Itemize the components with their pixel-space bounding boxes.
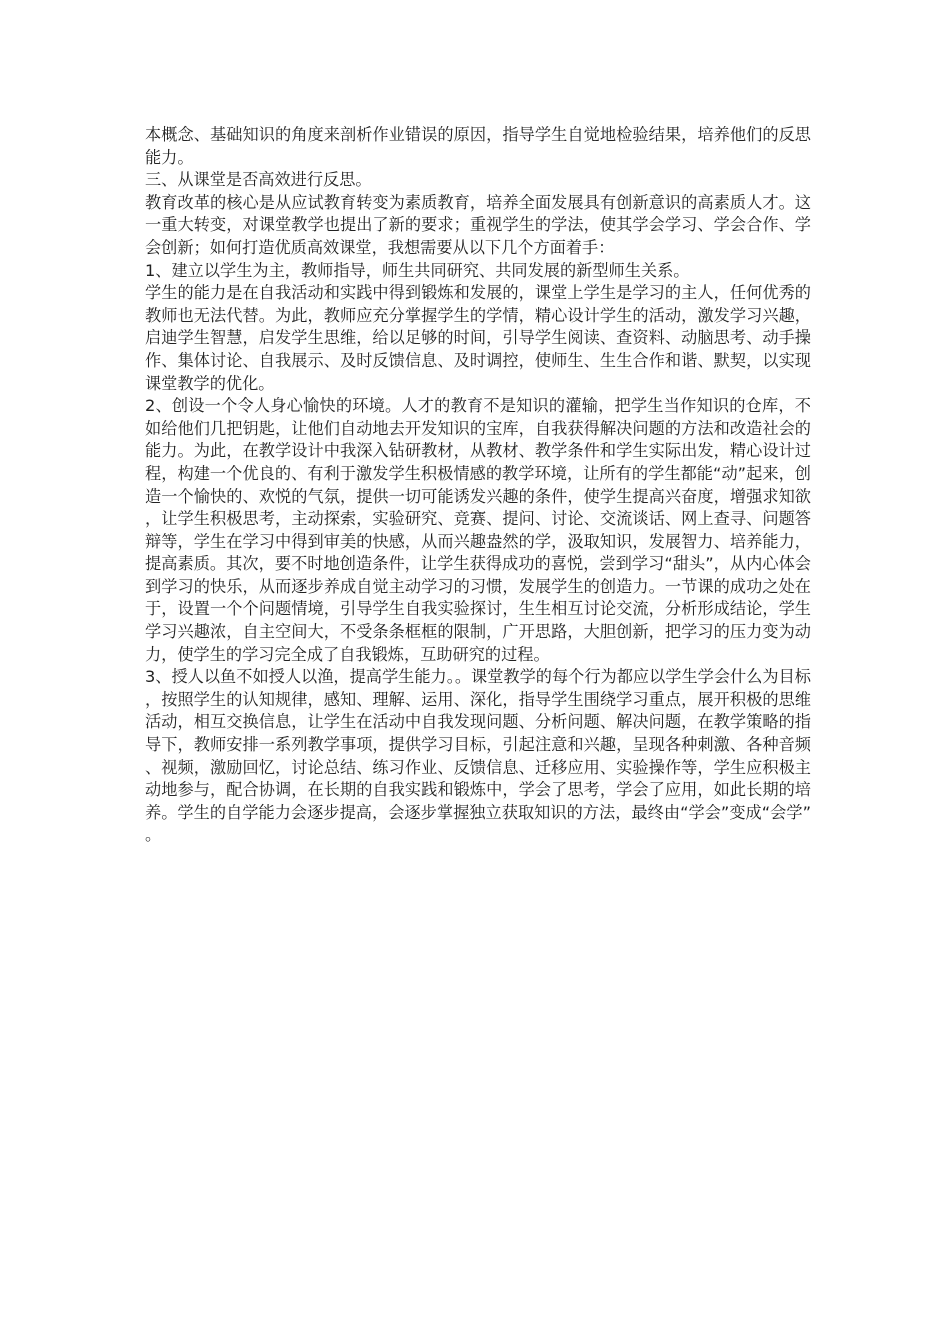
point-1-heading: 1、建立以学生为主，教师指导，师生共同研究、共同发展的新型师生关系。 (145, 260, 690, 280)
paragraph-intro-continuation: 本概念、基础知识的角度来剖析作业错误的原因，指导学生自觉地检验结果，培养他们的反思能力。 (145, 125, 811, 167)
point-2-paragraph: 2、创设一个令人身心愉快的环境。人才的教育不是知识的灌输，把学生当作知识的仓库，不如给他们几把钥匙，让他们自动地去开发知识的宝库，自我获得解决问题的方法和改造社会的能力。为此，在教学设计中我深入钻研教材，从教材、教学条件和学生实际出发，精心设计过程，构建一个优良的、有利于激发学生积极情感的教学环境，让所有的学生都能“动”起来，创造一个愉快的、欢悦的气氛，提供一切可能诱发兴趣的条件，使学生提高兴奋度，增强求知欲，让学生积极思考，主动探索，实验研究、竞赛、提问、讨论、交流谈话、网上查寻、问题答辩等，学生在学习中得到审美的快感，从而兴趣盎然的学，汲取知识，发展智力、培养能力，提高素质。其次，要不时地创造条件，让学生获得成功的喜悦，尝到学习“甜头”，从内心体会到学习的快乐，从而逐步养成自觉主动学习的习惯，发展学生的创造力。一节课的成功之处在于，设置一个个问题情境，引导学生自我实验探讨，生生相互讨论交流，分析形成结论，学生学习兴趣浓，自主空间大，不受条条框框的限制，广开思路，大胆创新，把学习的压力变为动力，使学生的学习完全成了自我锻炼，互助研究的过程。 (145, 396, 811, 664)
section-heading-3: 三、从课堂是否高效进行反思。 (145, 170, 372, 190)
point-3-paragraph: 3、授人以鱼不如授人以渔，提高学生能力。。课堂教学的每个行为都应以学生学会什么为目标，按照学生的认知规律，感知、理解、运用、深化，指导学生围绕学习重点，展开积极的思维活动，相互交换信息，让学生在活动中自我发现问题、分析问题、解决问题，在教学策略的指导下，教师安排一系列教学事项，提供学习目标，引起注意和兴趣，呈现各种刺激、各种音频、视频，激励回忆，讨论总结、练习作业、反馈信息、迁移应用、实验操作等，学生应积极主动地参与，配合协调，在长期的自我实践和锻炼中，学会了思考，学会了应用，如此长期的培养。学生的自学能力会逐步提高，会逐步掌握独立获取知识的方法，最终由“学会”变成“会学”。 (145, 667, 811, 845)
document-body (145, 124, 811, 847)
paragraph-student-ability: 学生的能力是在自我活动和实践中得到锻炼和发展的，课堂上学生是学习的主人，任何优秀的教师也无法代替。为此，教师应充分掌握学生的学情，精心设计学生的活动，激发学习兴趣，启迪学生智慧，启发学生思维，给以足够的时间，引导学生阅读、查资料、动脑思考、动手操作、集体讨论、自我展示、及时反馈信息、及时调控，使师生、生生合作和谐、默契，以实现课堂教学的优化。 (145, 283, 811, 393)
paragraph-education-reform: 教育改革的核心是从应试教育转变为素质教育，培养全面发展具有创新意识的高素质人才。这一重大转变，对课堂教学也提出了新的要求；重视学生的学法，使其学会学习、学会合作、学会创新；如何打造优质高效课堂，我想需要从以下几个方面着手： (145, 192, 811, 257)
